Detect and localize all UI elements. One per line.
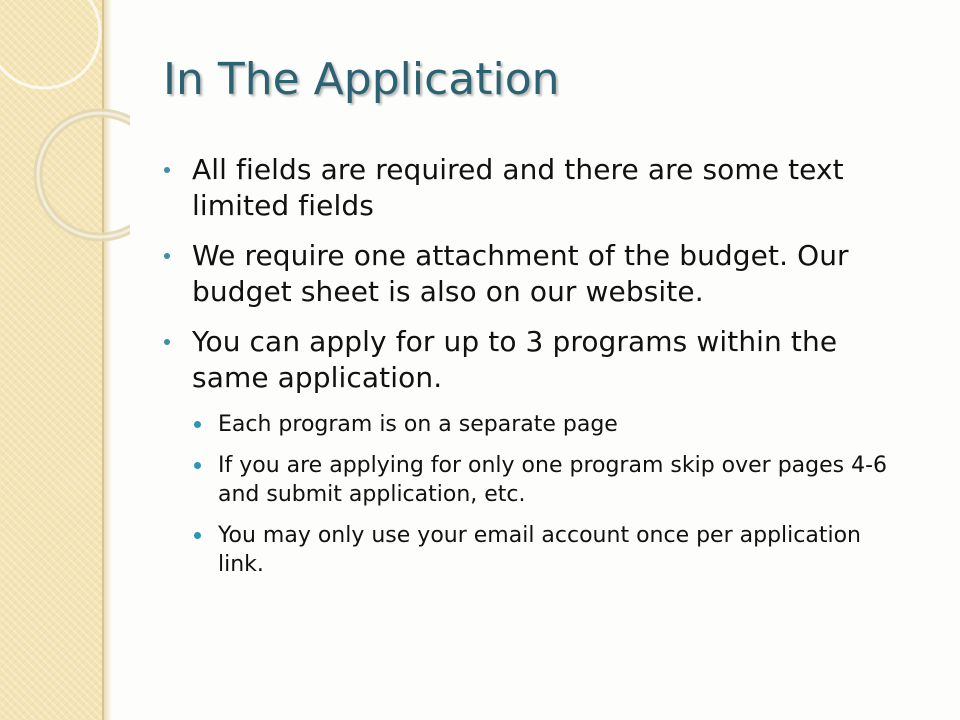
sub-bullet-item [192, 451, 900, 509]
sub-bullet-item [192, 410, 900, 439]
bullet-item [160, 238, 900, 310]
bullet-dot-icon [164, 253, 170, 259]
bullet-dot-icon [194, 462, 201, 469]
bullet-list [160, 152, 900, 591]
bullet-dot-icon [164, 339, 170, 345]
bullet-dot-icon [194, 421, 201, 428]
sub-bullet-text: You may only use your email account once per application link. [218, 523, 861, 577]
bullet-dot-icon [194, 532, 201, 539]
bullet-dot-icon [164, 167, 170, 173]
bullet-item [160, 152, 900, 224]
slide-title: In The Application [163, 54, 560, 105]
bullet-text: We require one attachment of the budget. Our budget sheet is also on our website. [192, 239, 849, 308]
bullet-text: All fields are required and there are some text limited fields [192, 153, 844, 222]
sub-bullet-text: Each program is on a separate page [218, 412, 618, 437]
ring-decoration-icon [0, 0, 130, 260]
bullet-text: You can apply for up to 3 programs within the same application. [192, 325, 838, 394]
sub-bullet-text: If you are applying for only one program skip over pages 4-6 and submit application, etc. [218, 453, 888, 507]
bullet-item [160, 324, 900, 396]
sub-bullet-item [192, 521, 900, 579]
